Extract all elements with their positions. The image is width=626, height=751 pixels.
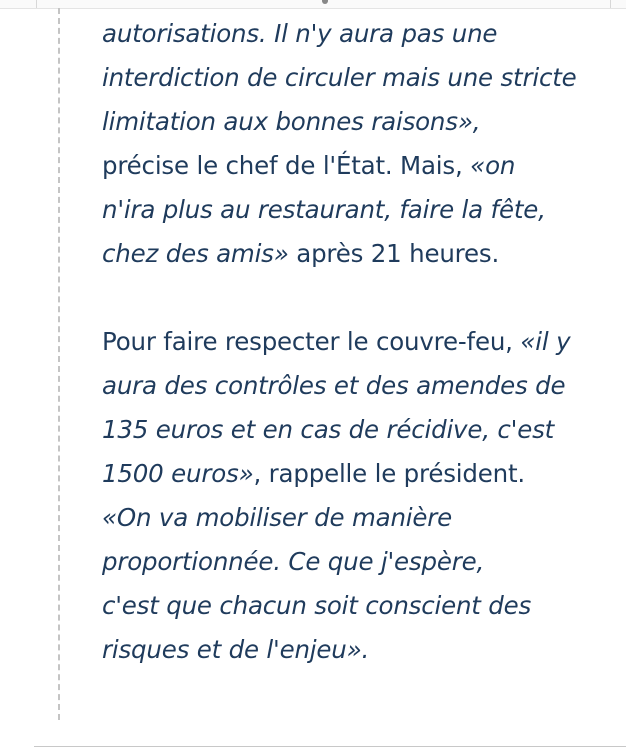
quote-line: «il y: [520, 327, 571, 356]
quote-dashed-rule: [58, 8, 60, 720]
top-divider-tick-right: [610, 0, 611, 8]
quote-line: «on: [470, 151, 516, 180]
quote-line: 1500 euros»: [102, 459, 254, 488]
bottom-divider: [34, 746, 626, 747]
quote-line: chez des amis»: [102, 239, 289, 268]
quote-line: c'est que chacun soit conscient des: [102, 591, 532, 620]
body-text: Pour faire respecter le couvre-feu,: [102, 327, 513, 356]
paragraph-fines: [102, 320, 616, 672]
quote-line: limitation aux bonnes raisons»,: [102, 107, 481, 136]
quote-line: autorisations. Il n'y aura pas une: [102, 19, 498, 48]
quote-line: risques et de l'enjeu».: [102, 635, 370, 664]
top-divider-tick-left: [36, 0, 37, 8]
article-body: [102, 12, 616, 672]
paragraph-curfew-scope: [102, 12, 616, 276]
body-text: précise le chef de l'État. Mais,: [102, 151, 463, 180]
quote-line: «On va mobiliser de manière: [102, 503, 452, 532]
quote-line: interdiction de circuler mais une stricte: [102, 63, 577, 92]
top-divider: [0, 0, 626, 9]
body-text: après 21 heures.: [288, 239, 500, 268]
quote-line: aura des contrôles et des amendes de: [102, 371, 566, 400]
quote-line: n'ira plus au restaurant, faire la fête,: [102, 195, 546, 224]
quote-line: proportionnée. Ce que j'espère,: [102, 547, 485, 576]
body-text: , rappelle le président.: [253, 459, 525, 488]
quote-line: 135 euros et en cas de récidive, c'est: [102, 415, 555, 444]
